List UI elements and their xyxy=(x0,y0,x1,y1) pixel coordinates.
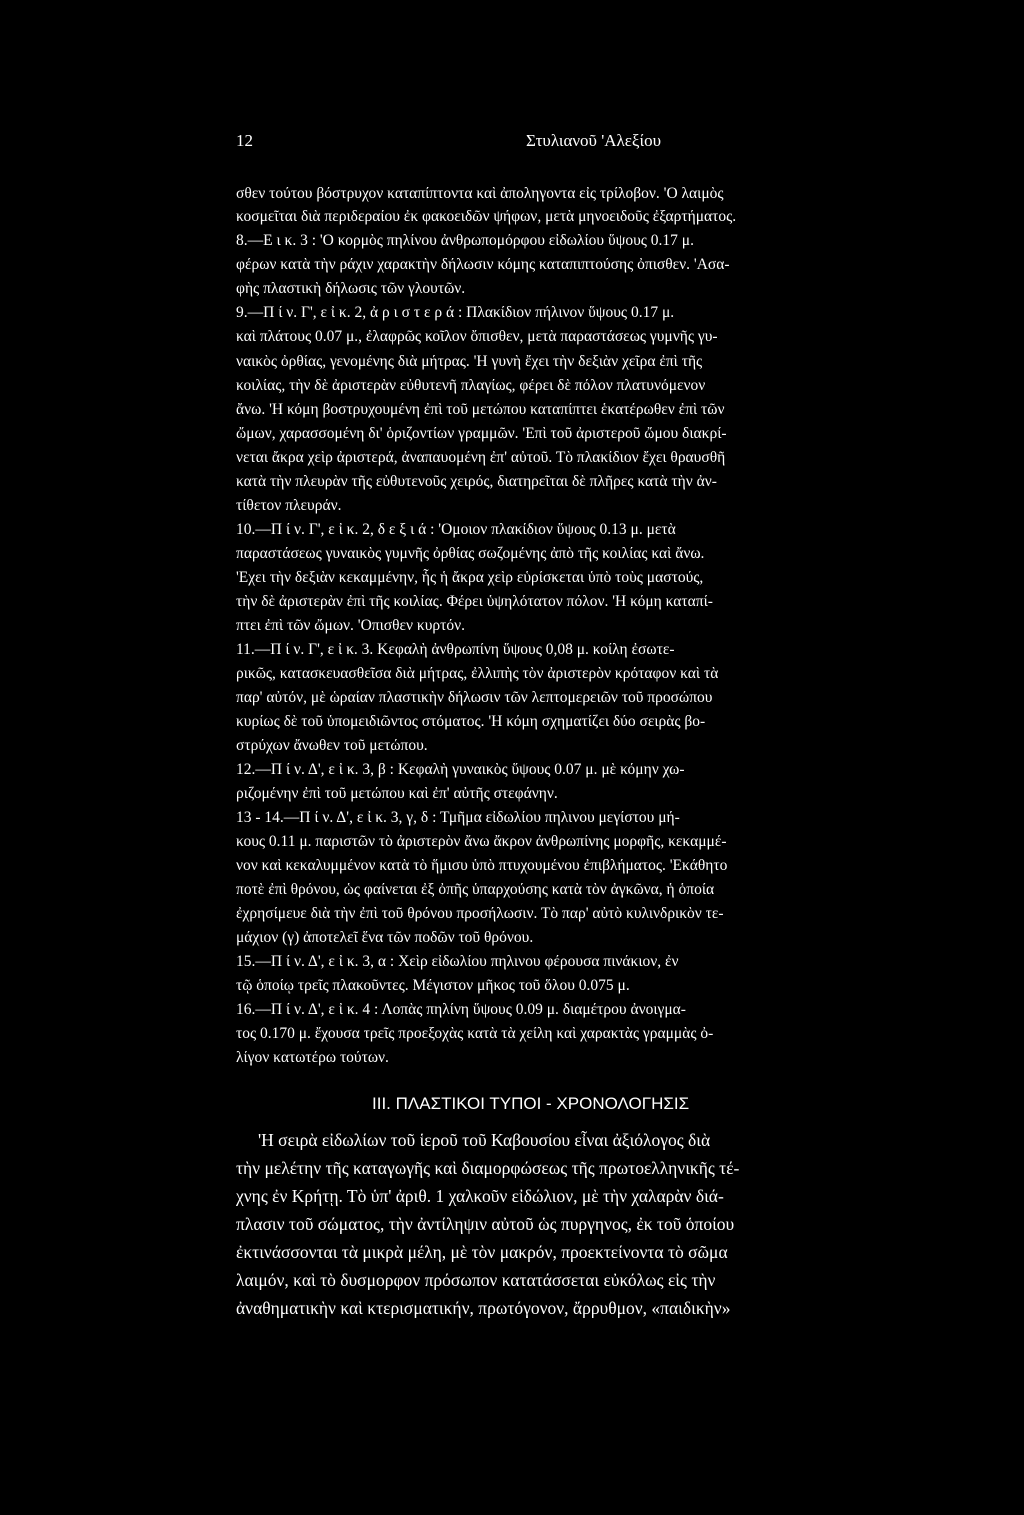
text-line: σθεν τούτου βόστρυχον καταπίπτοντα καὶ ἀποληγοντα εἰς τρίλοβον. 'Ο λαιμὸς xyxy=(236,185,724,202)
text-line: φέρων κατὰ τὴν ράχιν χαρακτὴν δήλωσιν κόμης καταπιπτούσης ὀπισθεν. 'Ασα- xyxy=(236,256,730,273)
text-line: ρικῶς, κατασκευασθεῖσα διὰ μήτρας, ἐλλιπὴς τὸν ἀριστερὸν κρόταφον καὶ τὰ xyxy=(236,665,719,682)
page-header xyxy=(236,131,936,153)
text-line: νον καὶ κεκαλυμμένον κατὰ τὸ ἥμισυ ὑπὸ πτυχουμένου ἐπιβλήματος. 'Εκάθητο xyxy=(236,857,728,874)
text-line: φὴς πλαστικὴ δήλωσις τῶν γλουτῶν. xyxy=(236,280,466,297)
text-line: 15.—Π ί ν. Δ', ε ἰ κ. 3, α : Χεὶρ εἰδωλίου πηλινου φέρουσα πινάκιον, ἐν xyxy=(236,953,679,970)
text-line: στρύχων ἄνωθεν τοῦ μετώπου. xyxy=(236,737,428,754)
text-line: μάχιον (γ) ἀποτελεῖ ἕνα τῶν ποδῶν τοῦ θρόνου. xyxy=(236,929,534,946)
text-line: τὴν δὲ ἀριστερὰν ἐπὶ τῆς κοιλίας. Φέρει ὑψηλότατον πόλον. 'Η κόμη καταπί- xyxy=(236,593,713,610)
text-line: τίθετον πλευράν. xyxy=(236,497,342,514)
text-line: ἐκτινάσσονται τὰ μικρὰ μέλη, μὲ τὸν μακρόν, προεκτείνοντα τὸ σῶμα xyxy=(236,1242,728,1262)
section-heading: III. ΠΛΑΣΤΙΚΟΙ ΤΥΠΟΙ - ΧΡΟΝΟΛΟΓΗΣΙΣ xyxy=(372,1094,690,1113)
text-line: 11.—Π ί ν. Γ', ε ἰ κ. 3. Κεφαλὴ ἀνθρωπίνη ὕψους 0,08 μ. κοίλη ἐσωτε- xyxy=(236,641,675,658)
text-line: πλασιν τοῦ σώματος, τὴν ἀντίληψιν αὐτοῦ ὡς πυργηνος, ἐκ τοῦ ὁποίου xyxy=(236,1214,735,1234)
text-line: 13 - 14.—Π ί ν. Δ', ε ἰ κ. 3, γ, δ : Τμῆμα εἰδωλίου πηλινου μεγίστου μή- xyxy=(236,809,680,826)
text-line: 12.—Π ί ν. Δ', ε ἰ κ. 3, β : Κεφαλὴ γυναικὸς ὕψους 0.07 μ. μὲ κόμην χω- xyxy=(236,761,685,778)
text-line: 'Η σειρὰ εἰδωλίων τοῦ ἱεροῦ τοῦ Καβουσίου εἶναι ἀξιόλογος διὰ xyxy=(258,1130,711,1150)
text-line: χνης ἐν Κρήτῃ. Τὸ ὑπ' ἀριθ. 1 χαλκοῦν εἰδώλιον, μὲ τὴν χαλαρὰν διά- xyxy=(236,1186,724,1206)
text-line: 10.—Π ί ν. Γ', ε ἰ κ. 2, δ ε ξ ι ά : 'Ομοιον πλακίδιον ὕψους 0.13 μ. μετὰ xyxy=(236,521,676,538)
text-line: κατὰ τὴν πλευρὰν τῆς εὐθυτενοῦς χειρός, διατηρεῖται δὲ πλῆρες κατὰ τὴν ἀν- xyxy=(236,473,717,490)
text-line: καὶ πλάτους 0.07 μ., ἐλαφρῶς κοῖλον ὄπισθεν, μετὰ παραστάσεως γυμνῆς γυ- xyxy=(236,328,718,345)
text-line: τὴν μελέτην τῆς καταγωγῆς καὶ διαμορφώσεως τῆς πρωτοελληνικῆς τέ- xyxy=(236,1158,740,1178)
text-line: ἐχρησίμευε διὰ τὴν ἐπὶ τοῦ θρόνου προσήλωσιν. Τὸ παρ' αὐτὸ κυλινδρικὸν τε- xyxy=(236,905,724,922)
running-title: Στυλιανοῦ 'Αλεξίου xyxy=(526,131,661,150)
page-number: 12 xyxy=(236,131,253,150)
text-line: παρ' αὐτόν, μὲ ὡραίαν πλαστικὴν δήλωσιν τῶν λεπτομερειῶν τοῦ προσώπου xyxy=(236,689,713,706)
text-line: 9.—Π ί ν. Γ', ε ἰ κ. 2, ἀ ρ ι σ τ ε ρ ά : Πλακίδιον πήλινον ὕψους 0.17 μ. xyxy=(236,304,675,321)
text-line: ποτὲ ἐπὶ θρόνου, ὡς φαίνεται ἐξ ὀπῆς ὑπαρχούσης κατὰ τὸν ἀγκῶνα, ἡ ὁποία xyxy=(236,881,715,898)
text-line: νεται ἄκρα χεὶρ ἀριστερά, ἀναπαυομένη ἐπ' αὐτοῦ. Τὸ πλακίδιον ἔχει θραυσθῆ xyxy=(236,449,726,466)
text-line: ριζομένην ἐπὶ τοῦ μετώπου καὶ ἐπ' αὐτῆς στεφάνην. xyxy=(236,785,558,802)
text-line: 'Εχει τὴν δεξιὰν κεκαμμένην, ἧς ἡ ἄκρα χεὶρ εὑρίσκεται ὑπὸ τοὺς μαστούς, xyxy=(236,569,704,586)
text-line: λαιμόν, καὶ τὸ δυσμορφον πρόσωπον κατατάσσεται εὐκόλως εἰς τὴν xyxy=(236,1270,716,1290)
text-line: ἄνω. 'Η κόμη βοστρυχουμένη ἐπὶ τοῦ μετώπου καταπίπτει ἑκατέρωθεν ἐπὶ τῶν xyxy=(236,401,725,418)
text-line: τῷ ὁποίῳ τρεῖς πλακοῦντες. Μέγιστον μῆκος τοῦ ὅλου 0.075 μ. xyxy=(236,977,630,994)
text-line: παραστάσεως γυναικὸς γυμνῆς ὀρθίας σωζομένης ἀπὸ τῆς κοιλίας καὶ ἄνω. xyxy=(236,545,705,562)
text-line: κυρίως δὲ τοῦ ὑπομειδιῶντος στόματος. 'Η κόμη σχηματίζει δύο σειρὰς βο- xyxy=(236,713,706,730)
text-line: κοσμεῖται διὰ περιδεραίου ἐκ φακοειδῶν ψήφων, μετὰ μηνοειδοῦς ἐξαρτήματος. xyxy=(236,208,737,225)
text-line: λίγον κατωτέρω τούτων. xyxy=(236,1049,389,1066)
text-line: ναικὸς ὀρθίας, γενομένης διὰ μήτρας. 'Η γυνὴ ἔχει τὴν δεξιὰν χεῖρα ἐπὶ τῆς xyxy=(236,353,703,370)
text-line: πτει ἐπὶ τῶν ὤμων. 'Οπισθεν κυρτόν. xyxy=(236,617,466,634)
text-line: κοιλίας, τὴν δὲ ἀριστερὰν εὐθυτενῆ πλαγίως, φέρει δὲ πόλον πλατυνόμενον xyxy=(236,377,706,394)
text-line: 8.—Ε ι κ. 3 : 'Ο κορμὸς πηλίνου ἀνθρωπομόρφου εἰδωλίου ὕψους 0.17 μ. xyxy=(236,232,694,249)
text-line: ἀναθηματικὴν καὶ κτερισματικήν, πρωτόγονον, ἄρρυθμον, «παιδικὴν» xyxy=(236,1298,731,1318)
text-line: τος 0.170 μ. ἔχουσα τρεῖς προεξοχὰς κατὰ τὰ χείλη καὶ χαρακτὰς γραμμὰς ὀ- xyxy=(236,1025,714,1042)
text-line: ὤμων, χαρασσομένη δι' ὁριζοντίων γραμμῶν. 'Επὶ τοῦ ἀριστεροῦ ὤμου διακρί- xyxy=(236,425,727,442)
text-line: 16.—Π ί ν. Δ', ε ἰ κ. 4 : Λοπὰς πηλίνη ὕψους 0.09 μ. διαμέτρου ἀνοιγμα- xyxy=(236,1001,686,1018)
text-line: κους 0.11 μ. παριστῶν τὸ ἀριστερὸν ἄνω ἄκρον ἀνθρωπίνης μορφῆς, κεκαμμέ- xyxy=(236,833,727,850)
